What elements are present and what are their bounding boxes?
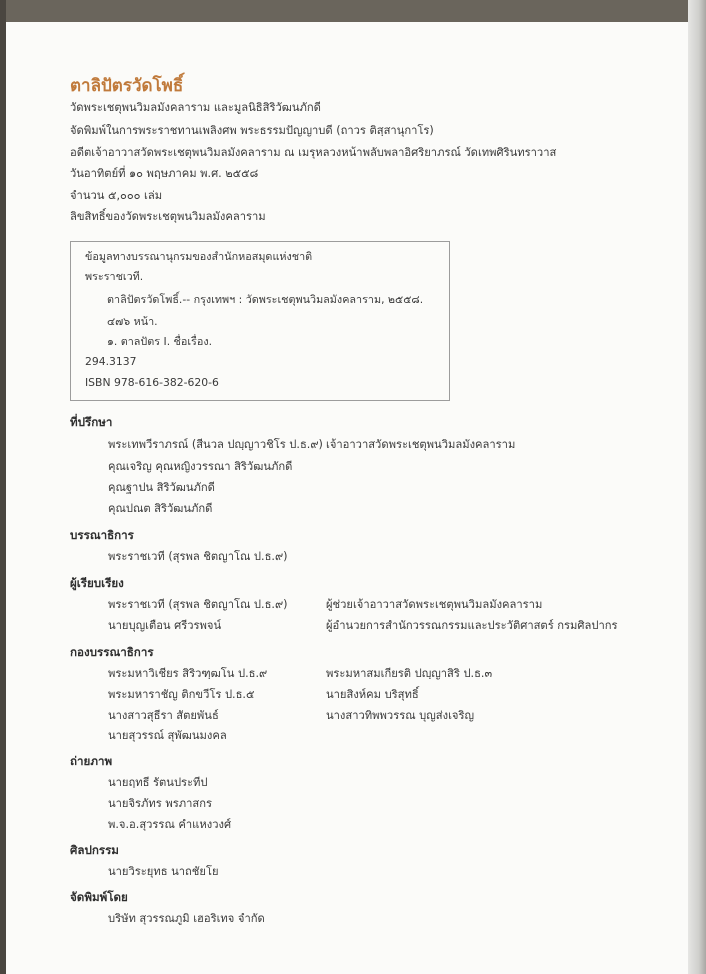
board-member: พระมหาสมเกียรติ ปญฺญาสิริ ป.ธ.๓	[326, 667, 493, 680]
publication-line: จำนวน ๕,๐๐๐ เล่ม	[70, 189, 163, 202]
board-member: พระมหาวิเชียร สิริวฑฺฒโน ป.ธ.๙	[108, 667, 268, 680]
advisor-name: คุณฐาปน สิริวัฒนภักดี	[108, 481, 215, 494]
advisor-name: พระเทพวีราภรณ์ (สีนวล ปญฺญาวชิโร ป.ธ.๙)	[108, 438, 323, 451]
section-heading-board: กองบรรณาธิการ	[70, 645, 154, 659]
publication-line: วันอาทิตย์ที่ ๑๐ พฤษภาคม พ.ศ. ๒๕๕๘	[70, 167, 259, 180]
printer-name: บริษัท สุวรรณภูมิ เฮอริเทจ จำกัด	[108, 912, 265, 925]
section-heading-photography: ถ่ายภาพ	[70, 754, 113, 768]
publication-line: วัดพระเชตุพนวิมลมังคลาราม และมูลนิธิสิริวัฒนภักดี	[70, 101, 321, 114]
advisor-name: คุณเจริญ คุณหญิงวรรณา สิริวัฒนภักดี	[108, 460, 293, 473]
compiler-name: นายบุญเตือน ศรีวรพจน์	[108, 619, 222, 632]
section-heading-printer: จัดพิมพ์โดย	[70, 890, 128, 904]
board-member: นางสาวสุธีรา สัตยพันธ์	[108, 709, 219, 722]
publication-line: อดีตเจ้าอาวาสวัดพระเชตุพนวิมลมังคลาราม ณ เมรุหลวงหน้าพลับพลาอิศริยาภรณ์ วัดเทพศิรินทราวาส	[70, 146, 557, 159]
scanner-background-top	[0, 0, 706, 24]
board-member: นางสาวทิพพวรรณ บุญส่งเจริญ	[326, 709, 474, 722]
board-member: นายสุวรรณ์ สุพัฒนมงคล	[108, 729, 227, 742]
cip-line: ๔๗๖ หน้า.	[107, 315, 158, 328]
board-member: พระมหาราชัญ ติกขวีโร ป.ธ.๕	[108, 688, 255, 701]
section-heading-editor: บรรณาธิการ	[70, 528, 134, 542]
cip-isbn: ISBN 978-616-382-620-6	[85, 376, 219, 389]
cip-box	[70, 241, 450, 401]
compiler-role: ผู้อำนวยการสำนักวรรณกรรมและประวัติศาสตร์ กรมศิลปากร	[326, 619, 618, 632]
advisor-name: คุณปณต สิริวัฒนภักดี	[108, 502, 213, 515]
section-heading-advisors: ที่ปรึกษา	[70, 415, 113, 429]
compiler-role: ผู้ช่วยเจ้าอาวาสวัดพระเชตุพนวิมลมังคลาราม	[326, 598, 543, 611]
cip-classification: 294.3137	[85, 355, 137, 368]
cip-author: พระราชเวที.	[85, 270, 144, 283]
photographer-name: พ.จ.อ.สุวรรณ คำแหงวงศ์	[108, 818, 232, 831]
section-heading-compilers: ผู้เรียบเรียง	[70, 576, 124, 590]
section-heading-art: ศิลปกรรม	[70, 843, 119, 857]
photographer-name: นายจิรภัทร พรภาสกร	[108, 797, 213, 810]
cip-line: ตาลิปัตรวัดโพธิ์.-- กรุงเทพฯ : วัดพระเชตุพนวิมลมังคลาราม, ๒๕๕๘.	[107, 293, 424, 306]
editor-name: พระราชเวที (สุรพล ชิตญาโณ ป.ธ.๙)	[108, 550, 288, 563]
book-title: ตาลิปัตรวัดโพธิ์	[70, 76, 184, 96]
compiler-name: พระราชเวที (สุรพล ชิตญาโณ ป.ธ.๙)	[108, 598, 288, 611]
artist-name: นายวิระยุทธ นาถชัยโย	[108, 865, 219, 878]
cip-line: ๑. ตาลปัตร I. ชื่อเรื่อง.	[107, 335, 213, 348]
advisor-role: เจ้าอาวาสวัดพระเชตุพนวิมลมังคลาราม	[326, 438, 516, 451]
page-edge-shadow	[688, 0, 706, 974]
publication-line: จัดพิมพ์ในการพระราชทานเพลิงศพ พระธรรมปัญญาบดี (ถาวร ติสฺสานุกาโร)	[70, 124, 434, 137]
publication-line: ลิขสิทธิ์ของวัดพระเชตุพนวิมลมังคลาราม	[70, 210, 266, 223]
board-member: นายสิงห์คม บริสุทธิ์	[326, 688, 419, 701]
photographer-name: นายฤทธี รัตนประทีป	[108, 776, 208, 789]
cip-heading: ข้อมูลทางบรรณานุกรมของสำนักหอสมุดแห่งชาติ	[85, 250, 313, 263]
